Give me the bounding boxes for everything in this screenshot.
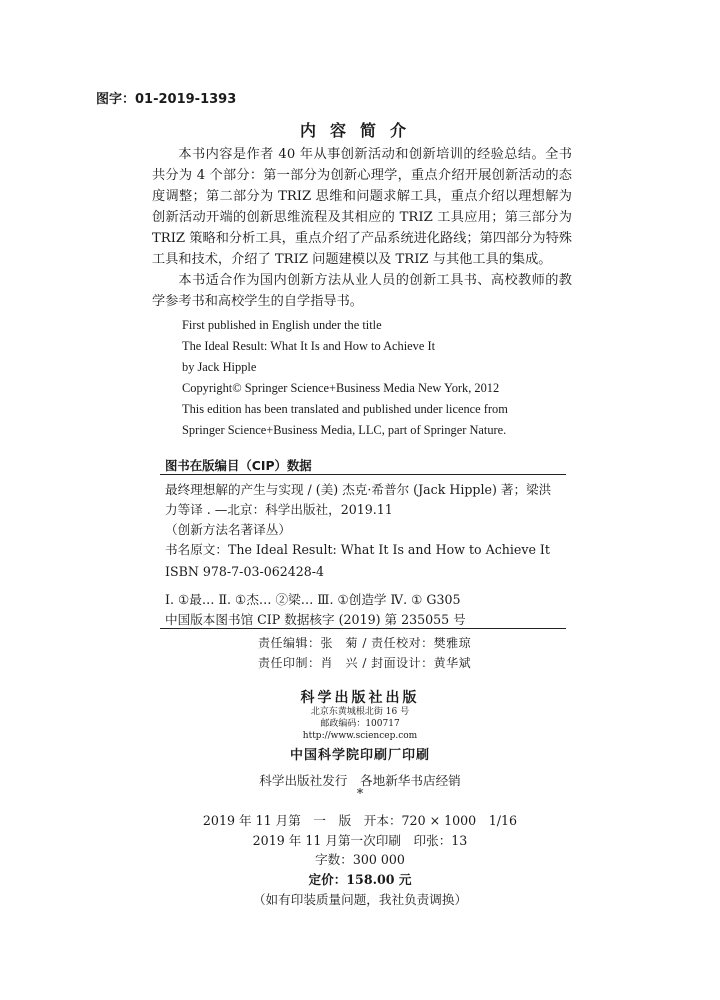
publisher-name: 科学出版社出版	[300, 690, 420, 706]
edition-info: 2019 年 11 月第 一 版 开本：720 × 1000 1/16	[202, 813, 518, 828]
price: 定价：158.00 元	[308, 872, 412, 887]
word-count: 字数：300 000	[315, 852, 405, 867]
cip-line-3: （创新方法名著译丛）	[165, 522, 291, 537]
cip-isbn: ISBN 978-7-03-062428-4	[165, 564, 325, 579]
staff-editors: 责任编辑：张 菊 / 责任校对：樊雅琼	[258, 636, 472, 650]
cip-top-rule	[160, 474, 566, 475]
publisher-address: 北京东黄城根北街 16 号	[310, 707, 410, 717]
cip-line-2: 力等译 . —北京：科学出版社，2019.11	[165, 502, 393, 517]
publisher-url: http://www.sciencep.com	[302, 731, 418, 741]
registration-number: 图字：01-2019-1393	[96, 92, 237, 107]
printer-name: 中国科学院印刷厂印刷	[289, 748, 430, 763]
english-line-6: Springer Science+Business Media, LLC, part of Springer Nature.	[182, 423, 507, 437]
english-line-1: First published in English under the title	[182, 318, 382, 332]
quality-note: （如有印装质量问题，我社负责调换）	[252, 892, 468, 907]
cip-line-4: 书名原文：The Ideal Result: What It Is and How to Achieve It	[165, 542, 550, 557]
staff-production: 责任印制：肖 兴 / 封面设计：黄华斌	[258, 656, 472, 670]
cip-header: 图书在版编目（CIP）数据	[165, 458, 312, 473]
english-rights-notice	[182, 315, 508, 441]
summary-body	[152, 144, 572, 312]
cip-line-1: 最终理想解的产生与实现 / (美) 杰克·希普尔 (Jack Hipple) 著；梁洪	[165, 482, 552, 497]
cip-bottom-rule	[160, 628, 566, 629]
english-line-3: by Jack Hipple	[182, 360, 257, 374]
cip-classification: Ⅰ. ①最… Ⅱ. ①杰… ②梁… Ⅲ. ①创造学 Ⅳ. ① G305	[165, 592, 461, 607]
english-line-4: Copyright© Springer Science+Business Media New York, 2012	[182, 381, 500, 395]
english-line-5: This edition has been translated and published under licence from	[182, 402, 508, 416]
separator-star: *	[356, 786, 364, 801]
cip-record: 中国版本图书馆 CIP 数据核字 (2019) 第 235055 号	[165, 612, 466, 627]
summary-paragraph-1: 本书内容是作者 40 年从事创新活动和创新培训的经验总结。全书共分为 4 个部分：第一部分为创新心理学，重点介绍开展创新活动的态度调整；第二部分为 TRIZ 思维和问题求解工具，重点介绍以理想解为创新活动开端的创新思维流程及其相应的 TRIZ 工具应用；第三部分为 TRIZ 策略和分析工具，重点介绍了产品系统进化路线；第四部分为特殊工具和技术，介绍了 TRIZ 问题建模以及 TRIZ 与其他工具的集成。	[152, 147, 572, 267]
english-line-2: The Ideal Result: What It Is and How to Achieve It	[182, 339, 436, 353]
distribution: 科学出版社发行 各地新华书店经销	[259, 773, 461, 788]
publisher-postcode: 邮政编码：100717	[320, 719, 400, 729]
summary-title: 内容简介	[299, 121, 420, 140]
printing-info: 2019 年 11 月第一次印刷 印张：13	[252, 833, 468, 848]
summary-paragraph-2: 本书适合作为国内创新方法从业人员的创新工具书、高校教师的教学参考书和高校学生的自学指导书。	[152, 273, 572, 309]
